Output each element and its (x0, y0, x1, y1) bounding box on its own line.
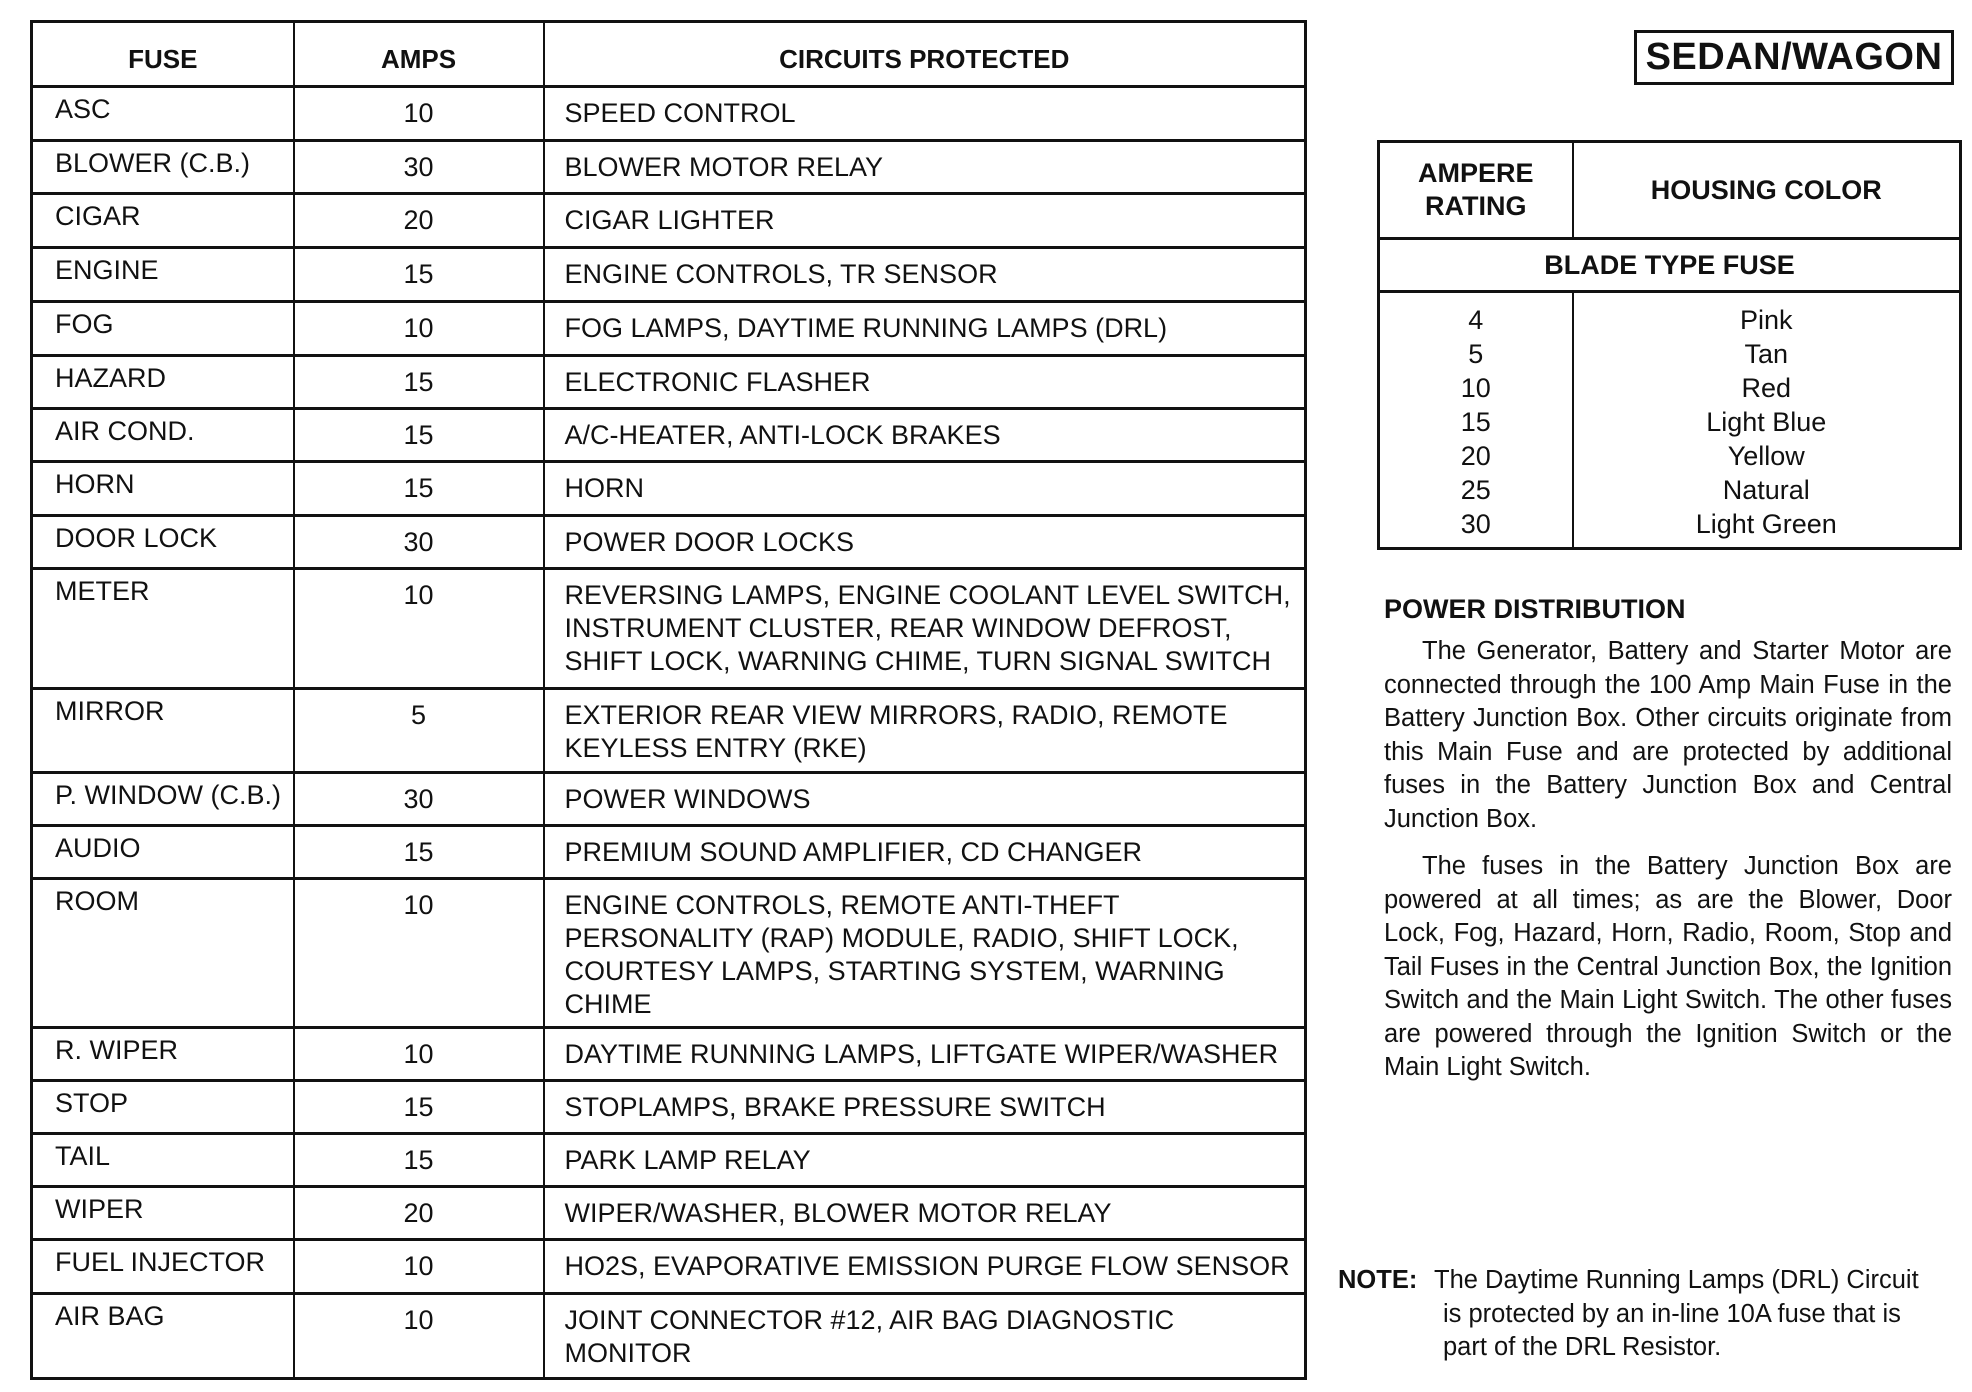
fuse-name-cell: WIPER (32, 1187, 294, 1240)
housing-color-cell: Pink (1573, 292, 1961, 338)
note-label: NOTE: (1338, 1266, 1418, 1294)
fuse-name-cell: AUDIO (32, 826, 294, 879)
fuse-table-row (32, 409, 1306, 462)
circuits-protected-cell: REVERSING LAMPS, ENGINE COOLANT LEVEL SWITCH, INSTRUMENT CLUSTER, REAR WINDOW DEFROST, SHIFT LOCK, WARNING CHIME, TURN SIGNAL SWITCH (544, 569, 1306, 689)
fuse-amps-cell: 30 (294, 773, 544, 826)
fuse-table-row (32, 356, 1306, 409)
circuits-protected-cell: HO2S, EVAPORATIVE EMISSION PURGE FLOW SENSOR (544, 1240, 1306, 1294)
ampere-rating-cell: 5 (1379, 337, 1573, 371)
fuse-table-row (32, 87, 1306, 141)
fuse-table-row (32, 773, 1306, 826)
circuits-protected-cell: WIPER/WASHER, BLOWER MOTOR RELAY (544, 1187, 1306, 1240)
color-table-row (1379, 371, 1961, 405)
fuse-table-row (32, 1240, 1306, 1294)
circuits-protected-cell: HORN (544, 462, 1306, 516)
ampere-rating-cell: 15 (1379, 405, 1573, 439)
ampere-rating-cell: 10 (1379, 371, 1573, 405)
fuse-amps-cell: 10 (294, 1294, 544, 1379)
fuse-color-table (1377, 140, 1962, 550)
header-amps: AMPS (294, 22, 544, 87)
ampere-rating-cell: 20 (1379, 439, 1573, 473)
color-table-row (1379, 473, 1961, 507)
color-table-body (1379, 292, 1961, 549)
fuse-amps-cell: 10 (294, 1028, 544, 1081)
housing-color-cell: Tan (1573, 337, 1961, 371)
fuse-name-cell: P. WINDOW (C.B.) (32, 773, 294, 826)
circuits-protected-cell: PARK LAMP RELAY (544, 1134, 1306, 1187)
fuse-name-cell: BLOWER (C.B.) (32, 141, 294, 194)
fuse-table-row (32, 1028, 1306, 1081)
power-distribution-paragraph-2: The fuses in the Battery Junction Box are powered at all times; as are the Blower, Door Lock, Fog, Hazard, Horn, Radio, Room, Stop and Tail Fuses in the Central Junction Box, the Ignition Switch and the Main Light Switch. The other fuses are powered through the Ignition Switch or the Main Light Switch. (1384, 852, 1952, 1081)
fuse-table-row (32, 1081, 1306, 1134)
power-distribution-title: POWER DISTRIBUTION (1384, 594, 1686, 624)
fuse-table-row (32, 1134, 1306, 1187)
housing-color-cell: Natural (1573, 473, 1961, 507)
fuse-amps-cell: 10 (294, 87, 544, 141)
fuse-amps-cell: 15 (294, 826, 544, 879)
circuits-protected-cell: BLOWER MOTOR RELAY (544, 141, 1306, 194)
circuits-protected-cell: ENGINE CONTROLS, REMOTE ANTI-THEFT PERSONALITY (RAP) MODULE, RADIO, SHIFT LOCK, COURTESY LAMPS, STARTING SYSTEM, WARNING CHIME (544, 879, 1306, 1028)
housing-color-cell: Light Green (1573, 507, 1961, 549)
color-table-row (1379, 405, 1961, 439)
circuits-protected-cell: SPEED CONTROL (544, 87, 1306, 141)
fuse-name-cell: MIRROR (32, 689, 294, 773)
color-table-subheader-row (1379, 239, 1961, 292)
circuits-protected-cell: DAYTIME RUNNING LAMPS, LIFTGATE WIPER/WASHER (544, 1028, 1306, 1081)
fuse-amps-cell: 10 (294, 302, 544, 356)
fuse-table-row (32, 689, 1306, 773)
note-section (1338, 1264, 1958, 1365)
fuse-name-cell: AIR COND. (32, 409, 294, 462)
header-fuse: FUSE (32, 22, 294, 87)
color-table-row (1379, 439, 1961, 473)
fuse-amps-cell: 15 (294, 1134, 544, 1187)
ampere-rating-cell: 30 (1379, 507, 1573, 549)
fuse-name-cell: ROOM (32, 879, 294, 1028)
fuse-table-row (32, 826, 1306, 879)
fuse-name-cell: AIR BAG (32, 1294, 294, 1379)
fuse-table-body (32, 87, 1306, 1379)
color-table-row (1379, 292, 1961, 338)
fuse-table-row (32, 248, 1306, 302)
circuits-protected-cell: FOG LAMPS, DAYTIME RUNNING LAMPS (DRL) (544, 302, 1306, 356)
color-table-row (1379, 337, 1961, 371)
vehicle-type-title: SEDAN/WAGON (1634, 30, 1954, 85)
fuse-table-row (32, 141, 1306, 194)
fuse-table-row (32, 1294, 1306, 1379)
note-line: is protected by an in-line 10A fuse that is (1443, 1299, 1901, 1328)
circuits-protected-cell: ENGINE CONTROLS, TR SENSOR (544, 248, 1306, 302)
note-text (1434, 1264, 1958, 1365)
fuse-name-cell: DOOR LOCK (32, 516, 294, 569)
housing-color-cell: Yellow (1573, 439, 1961, 473)
fuse-table (30, 20, 1307, 1380)
header-circuits-protected: CIRCUITS PROTECTED (544, 22, 1306, 87)
fuse-table-row (32, 462, 1306, 516)
circuits-protected-cell: A/C-HEATER, ANTI-LOCK BRAKES (544, 409, 1306, 462)
circuits-protected-cell: POWER WINDOWS (544, 773, 1306, 826)
color-table-header-row (1379, 142, 1961, 239)
circuits-protected-cell: CIGAR LIGHTER (544, 194, 1306, 248)
fuse-table-row (32, 569, 1306, 689)
header-ampere-rating-text: AMPERE RATING (1417, 158, 1534, 221)
circuits-protected-cell: ELECTRONIC FLASHER (544, 356, 1306, 409)
fuse-name-cell: TAIL (32, 1134, 294, 1187)
fuse-name-cell: METER (32, 569, 294, 689)
fuse-name-cell: FOG (32, 302, 294, 356)
fuse-amps-cell: 30 (294, 516, 544, 569)
circuits-protected-cell: JOINT CONNECTOR #12, AIR BAG DIAGNOSTIC MONITOR (544, 1294, 1306, 1379)
header-housing-color: HOUSING COLOR (1573, 142, 1961, 239)
power-distribution-paragraph-1: The Generator, Battery and Starter Motor are connected through the 100 Amp Main Fuse in the Battery Junction Box. Other circuits originate from this Main Fuse and are protected by additional fuses in the Battery Junction Box and Central Junction Box. (1384, 637, 1952, 833)
fuse-amps-cell: 15 (294, 1081, 544, 1134)
fuse-name-cell: ASC (32, 87, 294, 141)
fuse-table-row (32, 194, 1306, 248)
fuse-amps-cell: 10 (294, 1240, 544, 1294)
color-table-row (1379, 507, 1961, 549)
fuse-table-row (32, 879, 1306, 1028)
fuse-amps-cell: 20 (294, 194, 544, 248)
fuse-table-row (32, 516, 1306, 569)
fuse-amps-cell: 15 (294, 356, 544, 409)
ampere-rating-cell: 4 (1379, 292, 1573, 338)
note-line: The Daytime Running Lamps (DRL) Circuit (1434, 1266, 1919, 1294)
circuits-protected-cell: PREMIUM SOUND AMPLIFIER, CD CHANGER (544, 826, 1306, 879)
fuse-amps-cell: 5 (294, 689, 544, 773)
fuse-name-cell: ENGINE (32, 248, 294, 302)
fuse-table-row (32, 302, 1306, 356)
housing-color-cell: Red (1573, 371, 1961, 405)
note-line: part of the DRL Resistor. (1443, 1333, 1722, 1361)
fuse-amps-cell: 15 (294, 462, 544, 516)
fuse-amps-cell: 10 (294, 569, 544, 689)
fuse-name-cell: HORN (32, 462, 294, 516)
fuse-name-cell: STOP (32, 1081, 294, 1134)
fuse-amps-cell: 10 (294, 879, 544, 1028)
power-distribution-section (1384, 594, 1952, 1099)
fuse-amps-cell: 15 (294, 409, 544, 462)
subheader-blade-type-fuse: BLADE TYPE FUSE (1379, 239, 1961, 292)
fuse-amps-cell: 15 (294, 248, 544, 302)
fuse-name-cell: FUEL INJECTOR (32, 1240, 294, 1294)
fuse-name-cell: HAZARD (32, 356, 294, 409)
header-ampere-rating (1379, 142, 1573, 239)
housing-color-cell: Light Blue (1573, 405, 1961, 439)
circuits-protected-cell: EXTERIOR REAR VIEW MIRRORS, RADIO, REMOTE KEYLESS ENTRY (RKE) (544, 689, 1306, 773)
circuits-protected-cell: POWER DOOR LOCKS (544, 516, 1306, 569)
fuse-amps-cell: 30 (294, 141, 544, 194)
circuits-protected-cell: STOPLAMPS, BRAKE PRESSURE SWITCH (544, 1081, 1306, 1134)
fuse-amps-cell: 20 (294, 1187, 544, 1240)
fuse-table-row (32, 1187, 1306, 1240)
fuse-table-header-row (32, 22, 1306, 87)
fuse-name-cell: CIGAR (32, 194, 294, 248)
ampere-rating-cell: 25 (1379, 473, 1573, 507)
fuse-name-cell: R. WIPER (32, 1028, 294, 1081)
